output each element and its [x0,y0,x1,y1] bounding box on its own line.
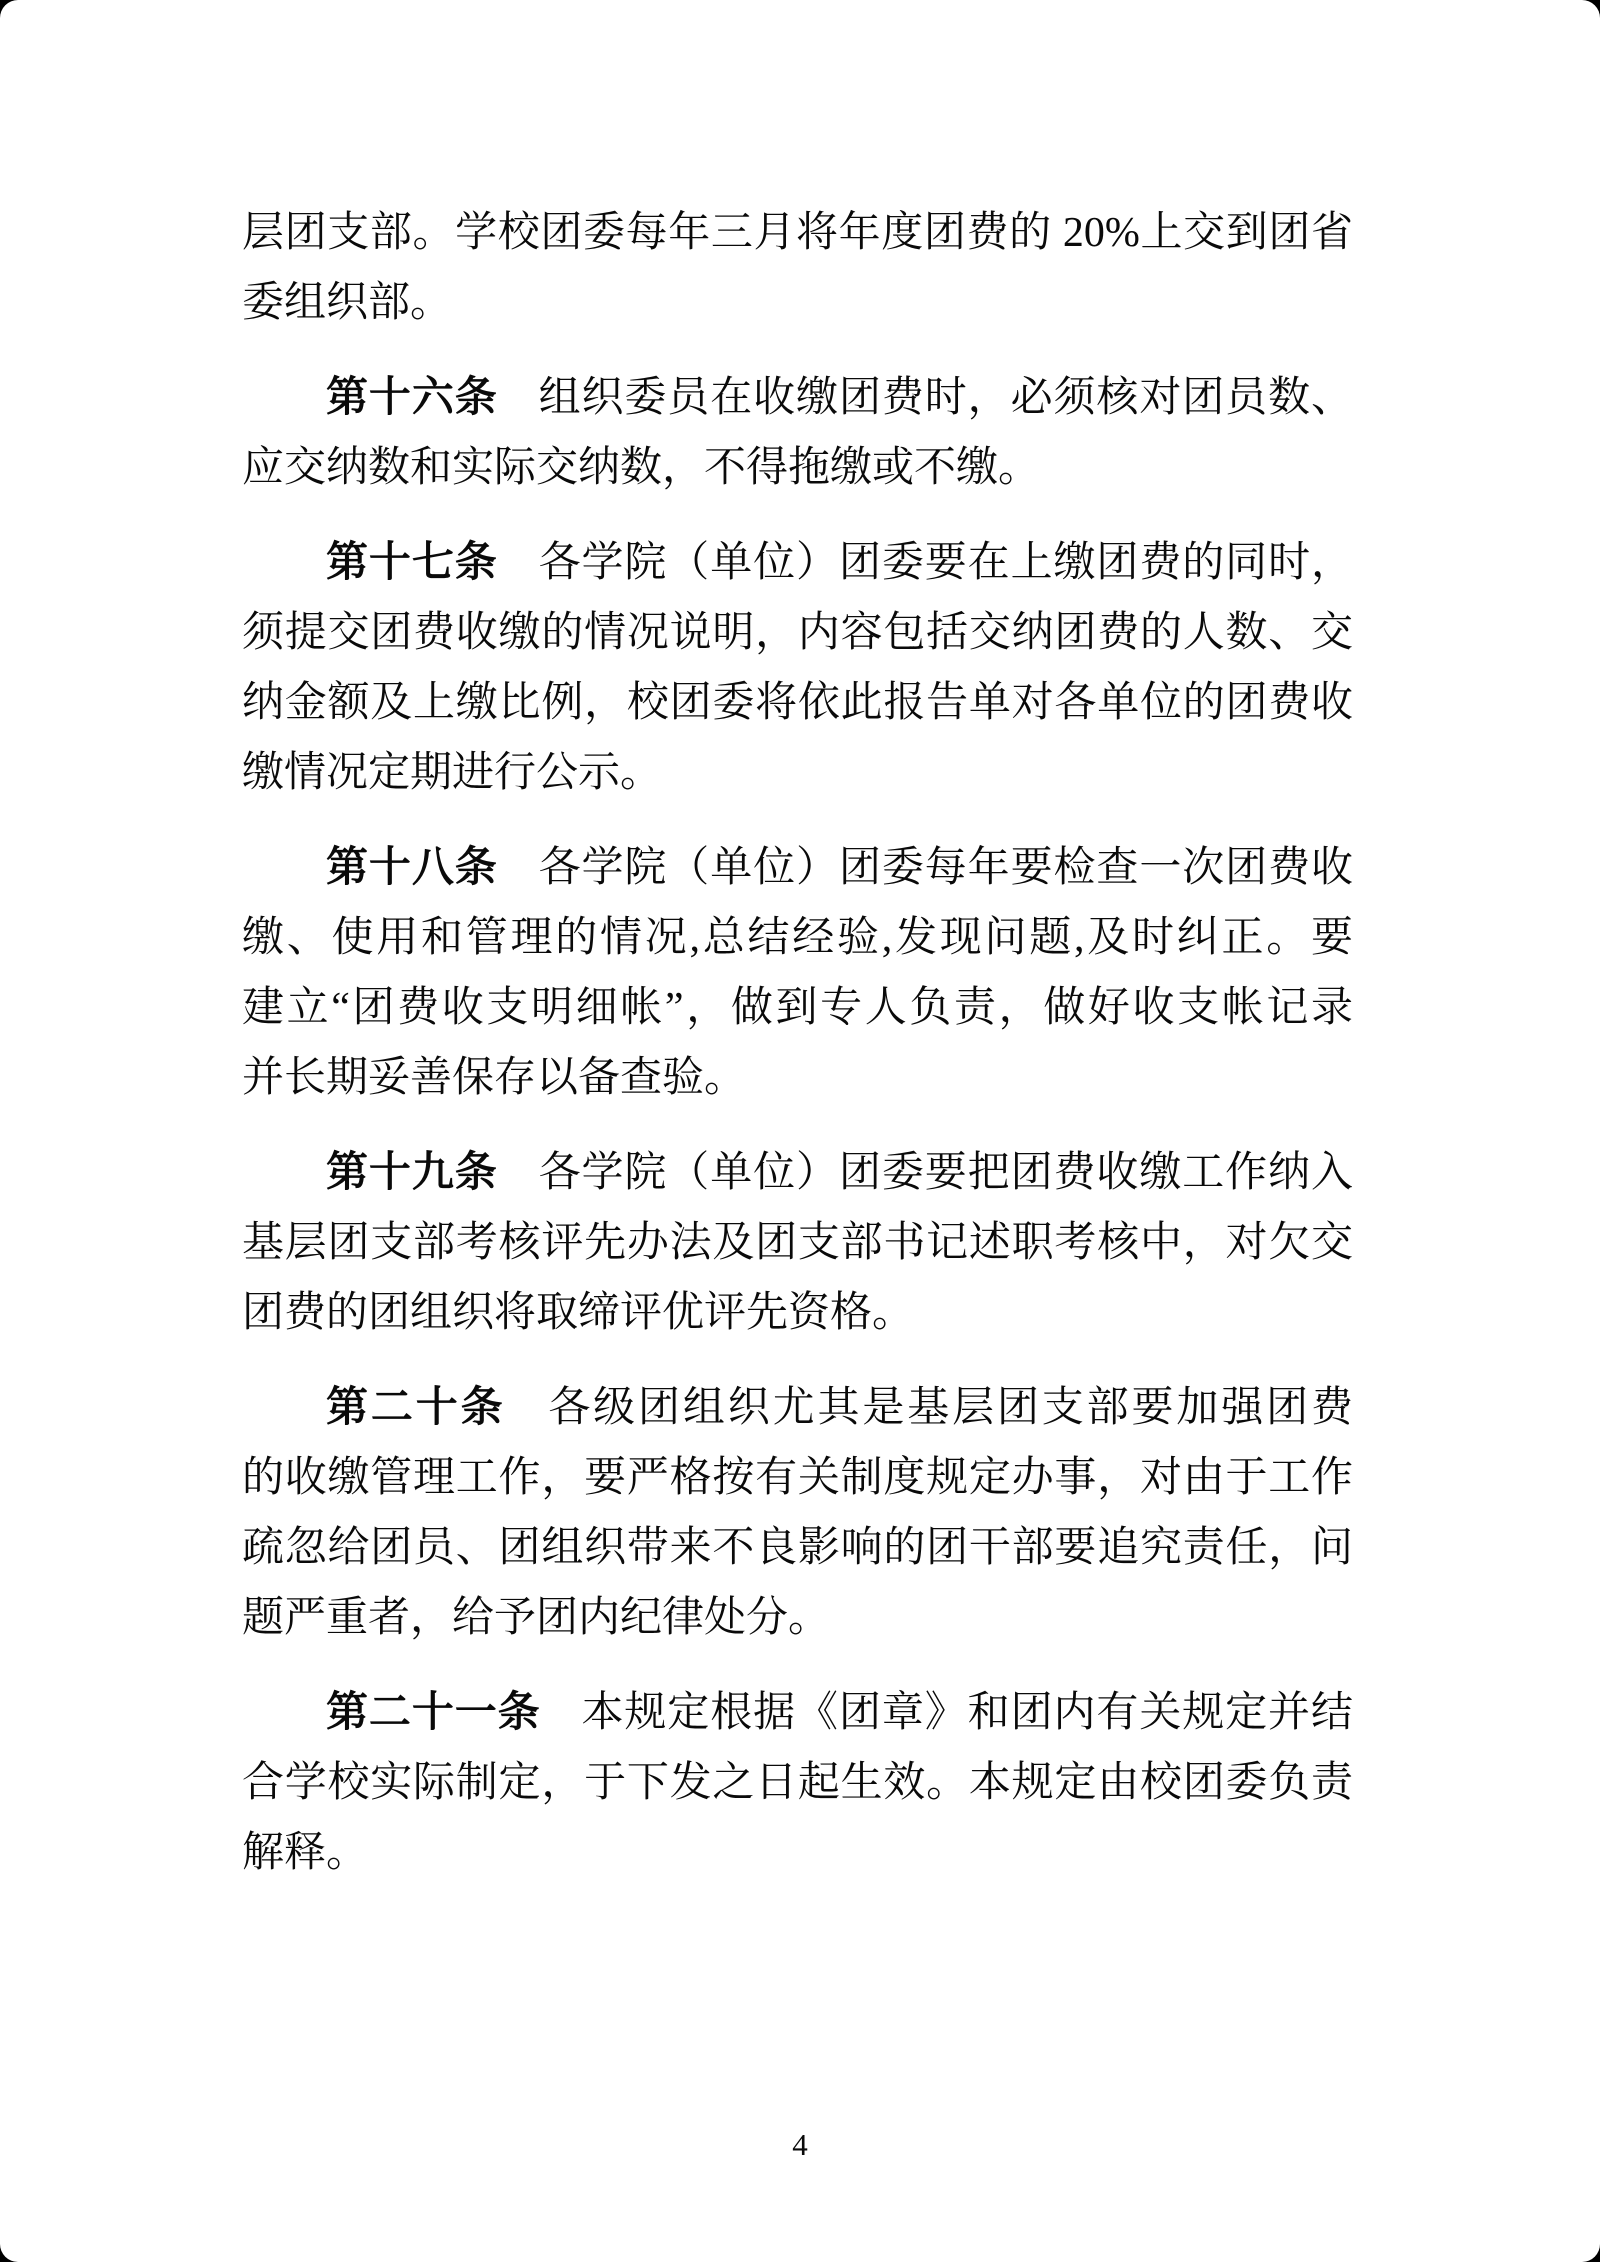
section-heading: 第十八条 [326,845,498,891]
text-line: 缴、使用和管理的情况,总结经验,发现问题,及时纠正。要 [242,915,1353,961]
line-text: 本规定根据《团章》和团内有关规定并结 [580,1690,1353,1736]
text-line [242,528,1353,598]
text-line: 建立“团费收支明细帐”，做到专人负责，做好收支帐记录 [242,985,1353,1031]
paragraph [242,1373,1353,1653]
text-line: 须提交团费收缴的情况说明，内容包括交纳团费的人数、交 [242,610,1353,656]
line-text: 各学院（单位）团委要在上缴团费的同时， [537,540,1353,586]
paragraph [242,528,1353,808]
text-line: 团费的团组织将取缔评优评先资格。 [242,1290,915,1336]
document-body [242,198,1353,1888]
text-line: 基层团支部考核评先办法及团支部书记述职考核中，对欠交 [242,1220,1353,1266]
section-heading: 第二十条 [326,1385,506,1431]
section-heading: 第二十一条 [326,1690,541,1736]
text-line: 层团支部。学校团委每年三月将年度团费的 20%上交到团省 [242,210,1353,256]
text-line [242,833,1353,903]
text-line [242,1373,1353,1443]
text-line [242,363,1353,433]
text-line: 并长期妥善保存以备查验。 [242,1055,747,1101]
section-heading: 第十七条 [326,540,498,586]
text-line: 合学校实际制定，于下发之日起生效。本规定由校团委负责 [242,1760,1353,1806]
line-text: 组织委员在收缴团费时，必须核对团员数、 [537,375,1353,421]
page-number: 4 [792,2127,808,2162]
section-heading: 第十九条 [326,1150,498,1196]
paragraph [242,363,1353,503]
paragraph [242,833,1353,1113]
text-line: 应交纳数和实际交纳数，不得拖缴或不缴。 [242,445,1041,491]
paragraph [242,1678,1353,1888]
section-heading: 第十六条 [326,375,498,421]
paragraph [242,1138,1353,1348]
line-text: 各学院（单位）团委每年要检查一次团费收 [537,845,1353,891]
text-line [242,1138,1353,1208]
text-line: 缴情况定期进行公示。 [242,750,663,796]
line-text: 各级团组织尤其是基层团支部要加强团费 [545,1385,1353,1431]
text-line: 题严重者，给予团内纪律处分。 [242,1595,831,1641]
text-line: 纳金额及上缴比例，校团委将依此报告单对各单位的团费收 [242,680,1353,726]
text-line: 的收缴管理工作，要严格按有关制度规定办事，对由于工作 [242,1455,1353,1501]
text-line: 解释。 [242,1830,369,1876]
text-line [242,1678,1353,1748]
paragraph [242,198,1353,338]
line-text: 各学院（单位）团委要把团费收缴工作纳入 [537,1150,1353,1196]
text-line: 疏忽给团员、团组织带来不良影响的团干部要追究责任，问 [242,1525,1353,1571]
text-line: 委组织部。 [242,280,453,326]
